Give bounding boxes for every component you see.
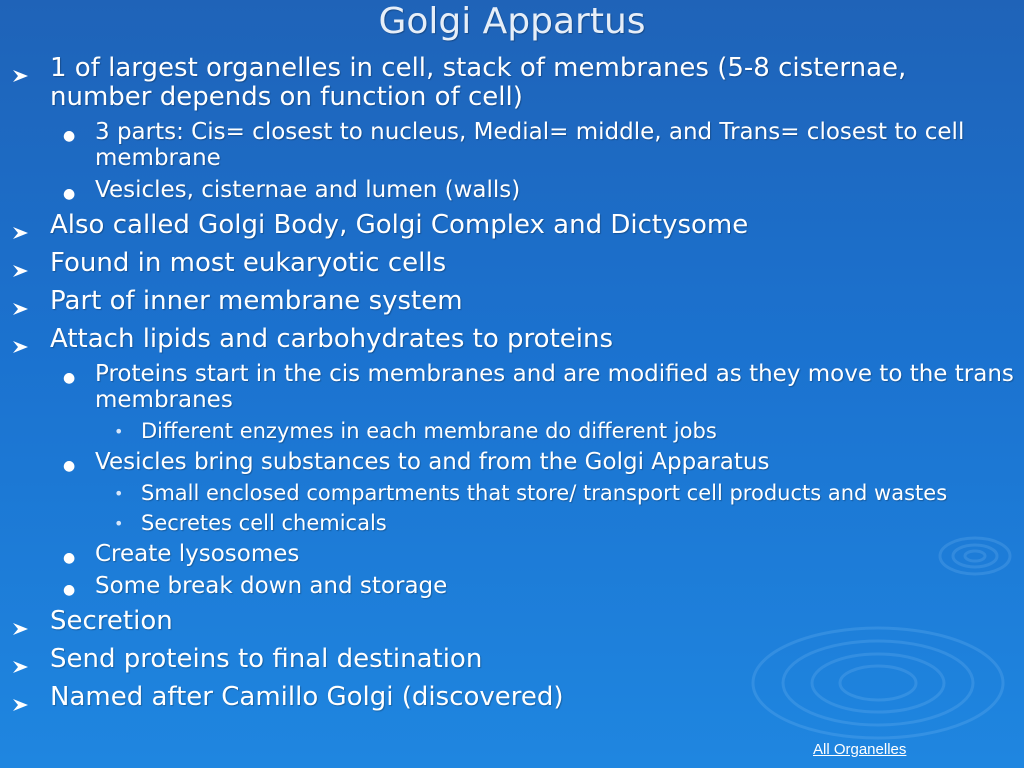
bullet-text: Proteins start in the cis membranes and are modified as they move to the trans membranes — [95, 361, 1014, 413]
bullet-text: 3 parts: Cis= closest to nucleus, Medial= middle, and Trans= closest to cell membrane — [95, 119, 965, 171]
dot-bullet-icon: ● — [63, 128, 76, 144]
bullet-text: Attach lipids and carbohydrates to proteins — [50, 324, 614, 354]
slide-title: Golgi Appartus — [378, 1, 646, 42]
dot-bullet-icon: ● — [63, 582, 76, 598]
dot-bullet-icon: ● — [63, 458, 76, 474]
bullet-item-level-2 — [10, 541, 1015, 567]
bullet-text: Vesicles bring substances to and from the Golgi Apparatus — [95, 449, 770, 475]
bullet-text: Found in most eukaryotic cells — [50, 248, 447, 278]
bullet-text: 1 of largest organelles in cell, stack of membranes (5-8 cisternae, number depends on function of cell) — [50, 53, 907, 112]
bullet-item-level-1 — [10, 325, 1015, 354]
arrowhead-bullet-icon — [12, 614, 29, 628]
bullet-text: Named after Camillo Golgi (discovered) — [50, 682, 564, 712]
bullet-item-level-2 — [10, 177, 1015, 203]
bullet-item-level-1 — [10, 607, 1015, 636]
bullet-item-level-1 — [10, 211, 1015, 240]
small-dot-bullet-icon: • — [114, 514, 124, 533]
bullet-text: Different enzymes in each membrane do different jobs — [141, 419, 717, 443]
bullet-text: Secretes cell chemicals — [141, 511, 387, 535]
bullet-list — [10, 54, 1015, 721]
bullet-text: Secretion — [50, 606, 173, 636]
bullet-text: Some break down and storage — [95, 573, 448, 599]
all-organelles-link[interactable]: All Organelles — [813, 741, 907, 758]
bullet-item-level-2 — [10, 361, 1015, 413]
arrowhead-bullet-icon — [12, 218, 29, 232]
bullet-text: Also called Golgi Body, Golgi Complex and Dictysome — [50, 210, 749, 240]
bullet-item-level-2 — [10, 119, 1015, 171]
arrowhead-bullet-icon — [12, 256, 29, 270]
bullet-item-level-3 — [10, 511, 1015, 535]
bullet-item-level-1 — [10, 287, 1015, 316]
arrowhead-bullet-icon — [12, 332, 29, 346]
small-dot-bullet-icon: • — [114, 484, 124, 503]
bullet-item-level-1 — [10, 249, 1015, 278]
dot-bullet-icon: ● — [63, 550, 76, 566]
bullet-text: Send proteins to final destination — [50, 644, 483, 674]
arrowhead-bullet-icon — [12, 294, 29, 308]
arrowhead-bullet-icon — [12, 652, 29, 666]
bullet-item-level-3 — [10, 419, 1015, 443]
bullet-item-level-1 — [10, 54, 1015, 112]
bullet-item-level-1 — [10, 645, 1015, 674]
dot-bullet-icon: ● — [63, 186, 76, 202]
bullet-text: Create lysosomes — [95, 541, 300, 567]
bullet-item-level-1 — [10, 683, 1015, 712]
bullet-text: Vesicles, cisternae and lumen (walls) — [95, 177, 521, 203]
bullet-item-level-3 — [10, 481, 1015, 505]
arrowhead-bullet-icon — [12, 61, 29, 75]
bullet-item-level-2 — [10, 449, 1015, 475]
bullet-item-level-2 — [10, 573, 1015, 599]
bullet-text: Small enclosed compartments that store/ transport cell products and wastes — [141, 481, 948, 505]
small-dot-bullet-icon: • — [114, 422, 124, 441]
bullet-text: Part of inner membrane system — [50, 286, 463, 316]
arrowhead-bullet-icon — [12, 690, 29, 704]
dot-bullet-icon: ● — [63, 370, 76, 386]
